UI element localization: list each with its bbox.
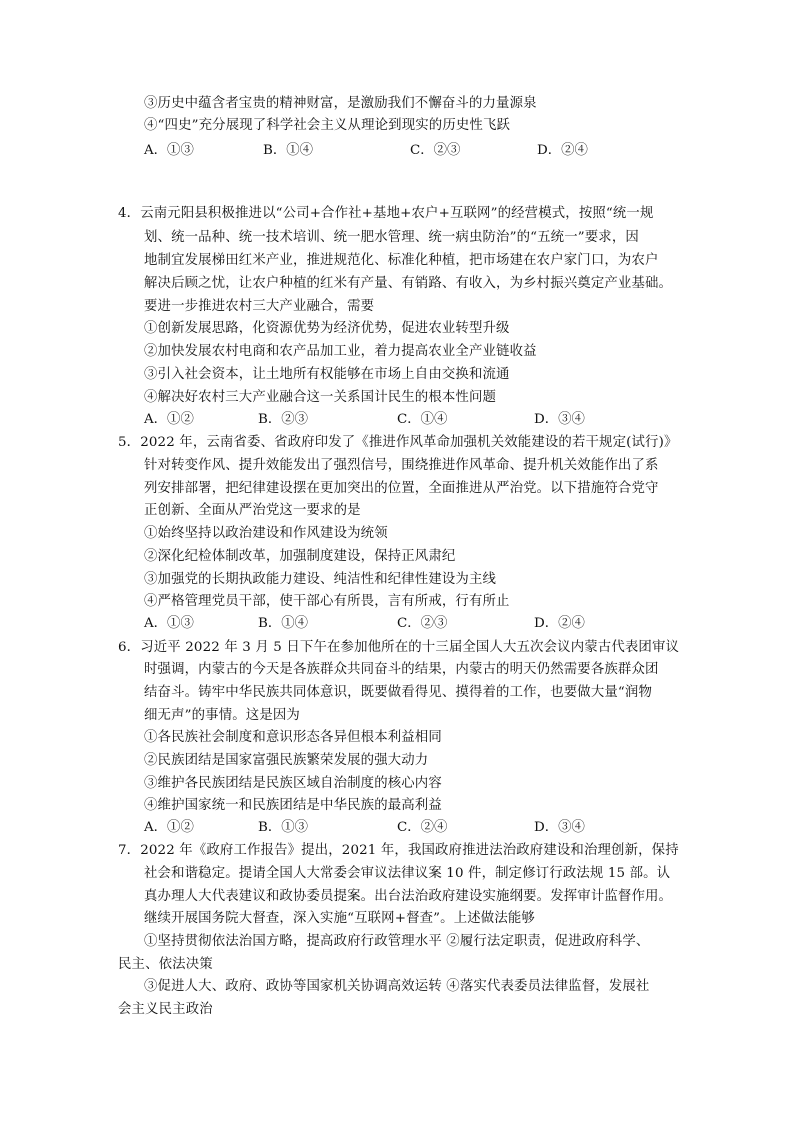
q5-option-a[interactable]: A．①③ xyxy=(144,616,194,631)
q5-option-b[interactable]: B．①④ xyxy=(258,616,309,631)
q7-statements-3-4: ③促进人大、政府、政协等国家机关协调高效运转 ④落实代表委员法律监督，发展社 xyxy=(144,979,650,994)
q7-stem-line-2: 社会和谐稳定。提请全国人大常委会审议法律议案 10 件，制定修订行政法规 15 部。认 xyxy=(144,866,671,881)
q3-option-d[interactable]: D．②④ xyxy=(537,143,588,158)
q3-option-c[interactable]: C．②③ xyxy=(410,143,461,158)
q4-option-b[interactable]: B．②③ xyxy=(258,412,309,427)
q3-statement-4: ④“四史”充分展现了科学社会主义从理论到现实的历史性飞跃 xyxy=(144,118,511,133)
q4-option-c[interactable]: C．①④ xyxy=(397,412,448,427)
q6-statement-4: ④维护国家统一和民族团结是中华民族的最高利益 xyxy=(144,798,442,813)
q5-statement-4: ④严格管理党员干部，使干部心有所畏，言有所戒，行有所止 xyxy=(144,594,510,609)
q5-stem-line-1: 5．2022 年，云南省委、省政府印发了《推进作风革命加强机关效能建设的若干规定(试行)》 xyxy=(118,435,678,450)
q6-option-d[interactable]: D．③④ xyxy=(534,820,585,835)
q5-options xyxy=(144,613,624,635)
q5-statement-3: ③加强党的长期执政能力建设、纯洁性和纪律性建设为主线 xyxy=(144,572,497,587)
q4-option-a[interactable]: A．①② xyxy=(144,412,194,427)
q5-statement-2: ②深化纪检体制改革，加强制度建设，保持正风肃纪 xyxy=(144,549,456,564)
q4-statement-2: ②加快发展农村电商和农产品加工业，着力提高农业全产业链收益 xyxy=(144,344,537,359)
q6-option-a[interactable]: A．①② xyxy=(144,820,194,835)
q4-stem-line-4: 解决后顾之忧，让农户种植的红米有产量、有销路、有收入，为乡村振兴奠定产业基础。 xyxy=(144,276,673,291)
q6-statement-2: ②民族团结是国家富强民族繁荣发展的强大动力 xyxy=(144,753,429,768)
q5-option-d[interactable]: D．②④ xyxy=(534,616,585,631)
q4-stem-line-1: 4．云南元阳县积极推进以“公司+合作社+基地+农户+互联网”的经营模式，按照“统一规 xyxy=(118,206,654,221)
q7-statement-4-cont: 会主义民主政治 xyxy=(118,1002,213,1017)
q6-options xyxy=(144,817,624,839)
q6-stem-line-4: 细无声”的事情。这是因为 xyxy=(144,708,300,723)
q6-statement-1: ①各民族社会制度和意识形态各异但根本利益相同 xyxy=(144,730,442,745)
q4-statement-1: ①创新发展思路，化资源优势为经济优势，促进农业转型升级 xyxy=(144,321,510,336)
q7-statements-1-2: ①坚持贯彻依法治国方略，提高政府行政管理水平 ②履行法定职责，促进政府科学、 xyxy=(144,934,650,949)
q5-option-c[interactable]: C．②③ xyxy=(397,616,448,631)
q4-statement-3: ③引入社会资本，让土地所有权能够在市场上自由交换和流通 xyxy=(144,367,510,382)
q5-stem-line-4: 正创新、全面从严治党这一要求的是 xyxy=(144,503,361,518)
q4-option-d[interactable]: D．③④ xyxy=(534,412,585,427)
q6-stem-line-3: 结奋斗。铸牢中华民族共同体意识，既要做看得见、摸得着的工作，也要做大量“润物 xyxy=(144,685,652,700)
q3-options xyxy=(144,140,614,162)
q3-option-b[interactable]: B．①④ xyxy=(263,143,314,158)
q6-option-b[interactable]: B．①③ xyxy=(258,820,309,835)
q4-statement-4: ④解决好农村三大产业融合这一关系国计民生的根本性问题 xyxy=(144,390,497,405)
q6-option-c[interactable]: C．②④ xyxy=(397,820,448,835)
q3-option-a[interactable]: A．①③ xyxy=(144,143,194,158)
q5-statement-1: ①始终坚持以政治建设和作风建设为统领 xyxy=(144,526,388,541)
q5-stem-line-3: 列安排部署，把纪律建设摆在更加突出的位置，全面推进从严治党。以下措施符合党守 xyxy=(144,481,659,496)
q3-statement-3: ③历史中蕴含者宝贵的精神财富，是激励我们不懈奋斗的力量源泉 xyxy=(144,96,537,111)
q4-stem-line-2: 划、统一品种、统一技术培训、统一肥水管理、统一病虫防治”的“五统一”要求，因 xyxy=(144,230,639,245)
q7-statement-2-cont: 民主、依法决策 xyxy=(118,957,213,972)
q5-stem-line-2: 针对转变作风、提升效能发出了强烈信号，围绕推进作风革命、提升机关效能作出了系 xyxy=(144,458,659,473)
q7-stem-line-1: 7．2022 年《政府工作报告》提出，2021 年，我国政府推进法治政府建设和治理创新，保持 xyxy=(118,843,679,858)
q4-stem-line-3: 地制宜发展梯田红米产业，推进规范化、标准化种植，把市场建在农户家门口，为农户 xyxy=(144,253,659,268)
q6-statement-3: ③维护各民族团结是民族区域自治制度的核心内容 xyxy=(144,776,442,791)
q7-stem-line-4: 继续开展国务院大督查，深入实施“互联网+督查”。上述做法能够 xyxy=(144,911,535,926)
q4-options xyxy=(144,409,624,431)
q6-stem-line-2: 时强调，内蒙古的今天是各族群众共同奋斗的结果，内蒙古的明天仍然需要各族群众团 xyxy=(144,662,659,677)
q6-stem-line-1: 6．习近平 2022 年 3 月 5 日下午在参加他所在的十三届全国人大五次会议内蒙古代表团审议 xyxy=(118,640,680,655)
q7-stem-line-3: 真办理人大代表建议和政协委员提案。出台法治政府建设实施纲要。发挥审计监督作用。 xyxy=(144,889,673,904)
q4-stem-line-5: 要进一步推进农村三大产业融合，需要 xyxy=(144,299,375,314)
